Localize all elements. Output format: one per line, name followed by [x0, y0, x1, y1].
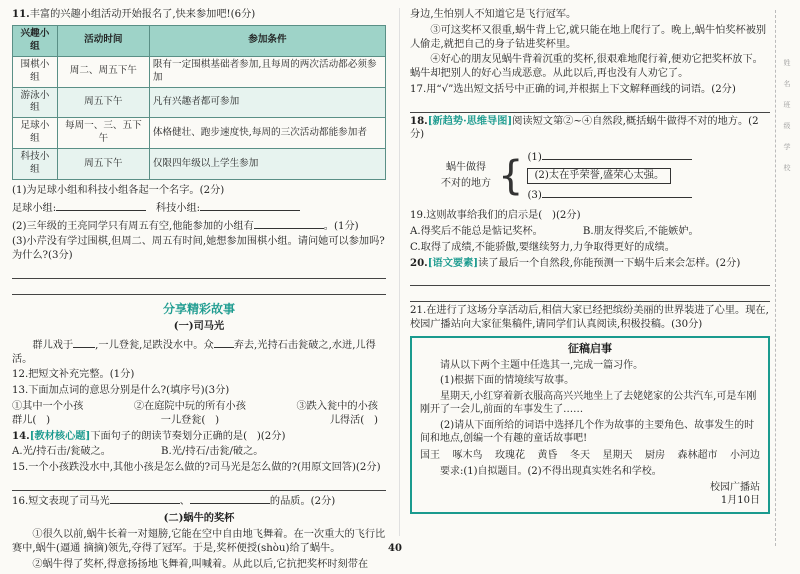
q19-options: A.得奖后不能总是惦记奖杯。 B.朋友得奖后,不能嫉妒。: [410, 226, 699, 238]
section-title: 分享精彩故事: [162, 301, 235, 316]
q11-sub3: (3)小芹没有学过围棋,但周二、周五有时间,她想参加围棋小组。请问她可以参加吗? 为什么?(3分): [12, 236, 385, 262]
q11-sub1-answers: 足球小组: 科技小组:: [12, 200, 386, 216]
binding-line: [775, 10, 776, 546]
notice-title: 征稿启事: [568, 342, 612, 356]
binding-margin: 姓 名 班 级 学 校: [783, 59, 791, 172]
question-13: 13.下面加点词的意思分别是什么?(填序号)(3分): [12, 385, 230, 397]
answer-blank[interactable]: [542, 149, 692, 160]
mind-map: 蜗牛做得 不对的地方 { (1) (2)太在乎荣誉,盛荣心太强。 (3): [438, 146, 770, 205]
answer-blank[interactable]: [73, 337, 95, 348]
answer-blank[interactable]: [214, 337, 234, 348]
answer-line[interactable]: [12, 477, 386, 491]
question-21: 21.在进行了这场分享活动后,相信大家已经把缤纷美丽的世界装进了心里。现在,校园广播站向大家征集稿件,请同学们认真阅读,积极投稿。(30分): [410, 305, 769, 331]
story-paragraph: ②蜗牛得了奖杯,得意扬扬地飞舞着,叫喊着。从此以后,它抗把奖杯时刻带在: [32, 558, 369, 570]
question-11: 11.丰富的兴趣小组活动开始报名了,快来参加吧!(6分): [12, 8, 256, 20]
submission-notice: 征稿启事 请从以下两个主题中任选其一,完成一篇习作。 (1)根据下面的情境续写故事。 星期天,小红穿着新衣服高高兴兴地坐上了去姥姥家的公共汽车,可是车刚刚开了一会儿,前面的车事发生了…… (2)请从下面所给的词语中选择几个作为故事的主要角色、故事发生的时间和地点,创编一个有趣的童话故事吧! 国王 啄木鸟 玫瑰花 黄昏 冬天 星期天 厨房 森林超市 小河边 要求:(1)自拟题目。(2)不得出现真实姓名和学校。 校园广播站 1月10日: [410, 336, 770, 514]
interest-group-table: [12, 25, 386, 180]
word-list: 国王 啄木鸟 玫瑰花 黄昏 冬天 星期天 厨房 森林超市 小河边: [420, 449, 760, 461]
story-paragraph: ④好心的朋友见蜗牛背着沉重的奖杯,很艰难地爬行着,便劝它把奖杯放下。蜗牛却把别人的好心当成恶意。从此以后,再也没有人劝它了。: [410, 54, 763, 80]
answer-blank[interactable]: [110, 493, 180, 504]
right-column: [410, 6, 770, 514]
q14-options: A.光/持石击/瓮破之。 B.光/持石/击瓮/破之。: [12, 446, 264, 458]
story-paragraph: ①很久以前,蜗牛长着一对翅膀,它能在空中自由地飞舞着。在一次重大的飞行比赛中,蜗牛(逼通 摘摘)领先,夺得了冠军。于是,奖杯便授(shòu)给了蜗牛。: [12, 529, 386, 555]
answer-line[interactable]: [410, 288, 770, 302]
table-row: 足球小组 每周一、三、五下午 体格健壮、跑步速度快,每周的三次活动都能参加者: [13, 118, 386, 149]
answer-line[interactable]: [410, 99, 770, 113]
answer-blank[interactable]: [190, 493, 270, 504]
column-divider: [399, 8, 400, 536]
brace-icon: {: [498, 152, 524, 199]
q11-sub1: (1)为足球小组和科技小组各起一个名字。(2分): [12, 185, 225, 197]
q11-sub2: (2)三年级的王亮同学只有周五有空,他能参加的小组有 。(1分): [12, 218, 386, 234]
notice-date: 1月10日: [720, 495, 760, 507]
q13-options: ①其中一个小孩 ②在庭院中玩的所有小孩 ③跌入瓮中的小孩: [12, 400, 378, 412]
table-header: 兴趣小组: [13, 25, 58, 56]
question-12: 12.把短文补充完整。(1分): [12, 369, 135, 381]
table-row: 围棋小组 周二、周五下午 限有一定围棋基础者参加,且每周的两次活动都必须参加: [13, 56, 386, 87]
table-row: 科技小组 周五下午 仅限四年级以上学生参加: [13, 149, 386, 180]
answer-blank[interactable]: [56, 200, 146, 211]
answer-line[interactable]: [12, 281, 386, 295]
story-paragraph: 身边,生怕别人不知道它是飞行冠军。: [410, 9, 577, 20]
table-row: 游泳小组 周五下午 凡有兴趣者都可参加: [13, 87, 386, 118]
question-16: 16.短文表现了司马光 、 的品质。(2分): [12, 493, 386, 509]
q13-words: 群儿( ) 一儿登瓮( ) 儿得活( ): [12, 414, 378, 426]
question-14: 14.[教材核心题]下面句子的朗读节奏划分正确的是( )(2分): [12, 429, 286, 442]
story-title: (二)蜗牛的奖杯: [163, 511, 235, 524]
answer-line[interactable]: [410, 272, 770, 286]
story-title: (一)司马光: [173, 320, 225, 333]
answer-blank[interactable]: [542, 187, 692, 198]
question-15: 15.一个小孩跌没水中,其他小孩是怎么做的?司马光是怎么做的?(用原文回答)(2分): [12, 462, 381, 474]
question-17: 17.用“√”选出短文括号中正确的词,并根据上下文解释画线的词语。(2分): [410, 83, 736, 95]
q19-option-c: C.取得了成绩,不能骄傲,要继续努力,力争取得更好的成绩。: [410, 241, 675, 253]
answer-line[interactable]: [12, 265, 386, 279]
classical-text: 群儿戏于 ,一儿登瓮,足跌没水中。众 弃去,光持石击瓮破之,水迸,儿得活。: [12, 337, 386, 367]
question-20: 20.[语文要素]读了最后一个自然段,你能预测一下蜗牛后来会怎样。(2分): [410, 256, 741, 269]
answer-blank[interactable]: [254, 218, 324, 229]
answer-blank[interactable]: [200, 200, 300, 211]
page-number: 40: [388, 543, 402, 554]
question-19: 19.这则故事给我们的启示是( )(2分): [410, 210, 581, 222]
notice-signature: 校园广播站: [710, 481, 760, 493]
table-header: 活动时间: [57, 25, 149, 56]
table-header: 参加条件: [149, 25, 385, 56]
left-column: [12, 6, 386, 574]
question-18: 18.[新趋势·思维导图]阅读短文第②~④自然段,概括蜗牛做得不对的地方。(2分): [410, 114, 759, 141]
story-paragraph: ③可这奖杯又很重,蜗牛背上它,就只能在地上爬行了。晚上,蜗牛怕奖杯被别人偷走,就把自己的身子钻进奖杯里。: [410, 24, 767, 50]
